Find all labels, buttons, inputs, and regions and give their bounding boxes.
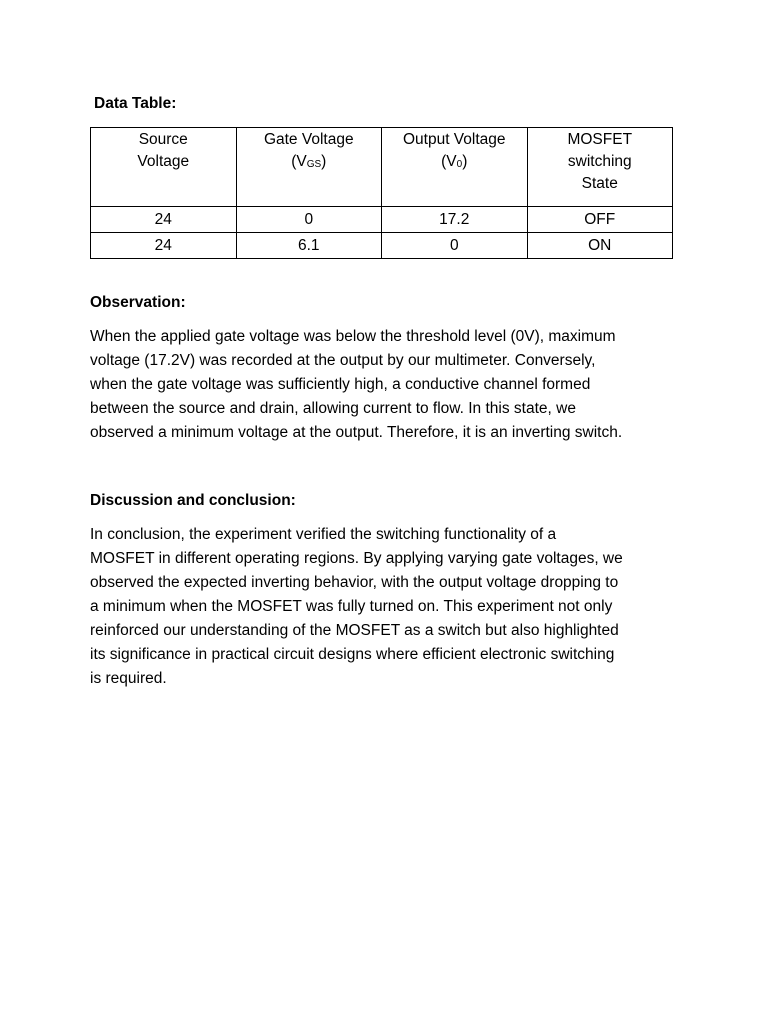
header-gate-voltage-symbol-open: (V — [291, 153, 307, 170]
cell-output-voltage: 17.2 — [382, 207, 528, 233]
header-output-voltage — [382, 128, 528, 207]
cell-mosfet-state: ON — [527, 233, 673, 259]
cell-output-voltage: 0 — [382, 233, 528, 259]
table-row — [91, 233, 673, 259]
table-row — [91, 207, 673, 233]
header-output-voltage-subscript: 0 — [456, 159, 463, 170]
header-gate-voltage-symbol-close: ) — [321, 153, 327, 170]
observation-paragraph: When the applied gate voltage was below the threshold level (0V), maximum voltage (17.2V) was recorded at the output by our multimeter. Conversely, when the gate voltage was sufficiently high, a conductive channel formed between the source and drain, allowing current to flow. In this state, we observed a minimum voltage at the output. Therefore, it is an inverting switch. — [90, 328, 623, 441]
data-table-heading: Data Table: — [94, 95, 177, 112]
discussion-paragraph: In conclusion, the experiment verified the switching functionality of a MOSFET in different operating regions. By applying varying gate voltages, we observed the expected inverting behavior, with the output voltage dropping to a minimum when the MOSFET was fully turned on. This experiment not only reinforced our understanding of the MOSFET as a switch but also highlighted its significance in practical circuit designs where efficient electronic switching is required. — [90, 526, 623, 687]
cell-gate-voltage: 6.1 — [236, 233, 382, 259]
header-output-voltage-symbol-open: (V — [441, 153, 457, 170]
cell-source-voltage: 24 — [91, 233, 237, 259]
cell-source-voltage: 24 — [91, 207, 237, 233]
header-output-voltage-label: Output Voltage — [402, 131, 506, 148]
header-gate-voltage-label: Gate Voltage — [263, 131, 354, 148]
data-table — [90, 127, 673, 259]
header-source-voltage: Source Voltage — [91, 128, 237, 207]
header-mosfet-state: MOSFET switching State — [527, 128, 673, 207]
header-gate-voltage — [236, 128, 382, 207]
header-output-voltage-symbol-close: ) — [462, 153, 468, 170]
table-header-row — [91, 128, 673, 207]
cell-mosfet-state: OFF — [527, 207, 673, 233]
observation-heading: Observation: — [90, 294, 186, 311]
header-gate-voltage-subscript: GS — [306, 159, 322, 170]
discussion-heading: Discussion and conclusion: — [90, 492, 296, 509]
cell-gate-voltage: 0 — [236, 207, 382, 233]
